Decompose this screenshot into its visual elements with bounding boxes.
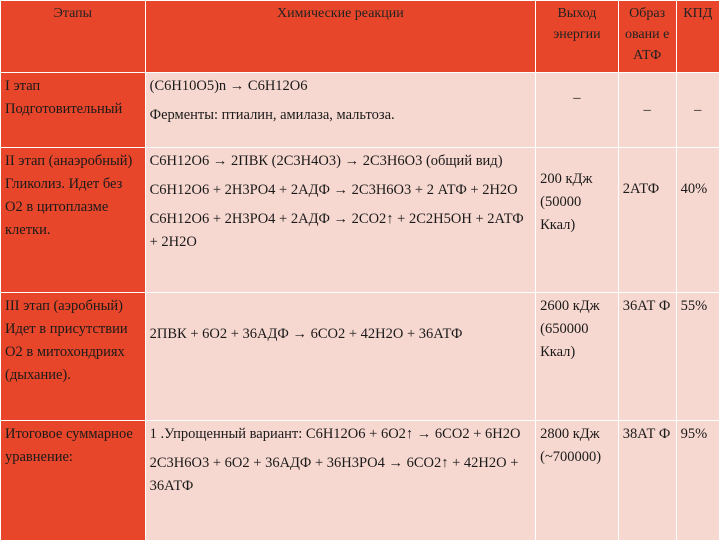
reaction-line: C6H12O6 + 2H3PO4 + 2АДФ → 2C3H6O3 + 2 АТФ + 2H2O	[149, 182, 518, 198]
header-row	[1, 1, 720, 73]
header-kpd: КПД	[676, 1, 719, 73]
header-reactions: Химические реакции	[145, 1, 535, 73]
header-atp: Образ овани е АТФ	[618, 1, 676, 73]
reaction-cell	[145, 73, 535, 148]
reaction-cell	[145, 293, 535, 421]
reaction-cell	[145, 148, 535, 293]
reaction-line: (C6H10O5)n → C6H12O6	[149, 78, 308, 94]
stage-label: II этап (анаэробный) Гликолиз. Идет без O2 в цитоплазме клетки.	[1, 148, 146, 293]
stage-label: Итоговое суммарное уравнение:	[1, 421, 146, 541]
stage-label: I этап Подготовительный	[1, 73, 146, 148]
energy-cell: –	[536, 73, 619, 148]
reaction-line: 1 .Упрощенный вариант: C6H12O6 + 6O2↑ → 6CO2 + 6H2O	[149, 426, 521, 442]
table-row	[1, 148, 720, 293]
energy-cell: 200 кДж (50000 Ккал)	[536, 148, 619, 293]
kpd-cell: –	[676, 73, 719, 148]
reaction-line: 2ПВК + 6O2 + 36АДФ → 6CO2 + 42H2O + 36АТФ	[149, 326, 463, 342]
kpd-cell: 95%	[676, 421, 719, 541]
kpd-cell: 55%	[676, 293, 719, 421]
atp-cell: –	[618, 73, 676, 148]
reaction-line: Ферменты: птиалин, амилаза, мальтоза.	[149, 107, 395, 123]
table-row	[1, 293, 720, 421]
atp-cell: 36АТ Ф	[618, 293, 676, 421]
atp-cell: 38АТ Ф	[618, 421, 676, 541]
table-row	[1, 421, 720, 541]
kpd-cell: 40%	[676, 148, 719, 293]
reaction-line: C6H12O6 → 2ПВК (2C3H4O3) → 2C3H6O3 (общий вид)	[149, 153, 503, 169]
atp-cell: 2АТФ	[618, 148, 676, 293]
reaction-cell	[145, 421, 535, 541]
energy-cell: 2800 кДж (~700000)	[536, 421, 619, 541]
energy-cell: 2600 кДж (650000 Ккал)	[536, 293, 619, 421]
header-stages: Этапы	[1, 1, 146, 73]
header-energy: Выход энергии	[536, 1, 619, 73]
table-row	[1, 73, 720, 148]
reaction-line: 2C3H6O3 + 6O2 + 36АДФ + 36H3PO4 → 6CO2↑ + 42H2O + 36АТФ	[149, 455, 519, 494]
stage-label: III этап (аэробный) Идет в присутствии O2 в митохондриях (дыхание).	[1, 293, 146, 421]
reaction-line: C6H12O6 + 2H3PO4 + 2АДФ → 2CO2↑ + 2C2H5OH + 2АТФ + 2H2O	[149, 211, 524, 250]
